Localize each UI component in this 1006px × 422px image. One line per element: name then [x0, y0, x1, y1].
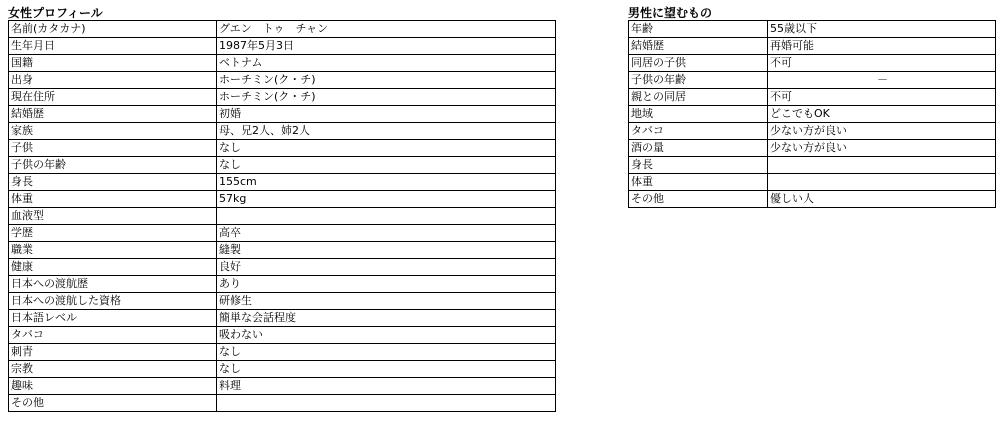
row-label: 結婚歴: [9, 106, 217, 123]
table-row: [629, 140, 996, 157]
row-value: 不可: [768, 55, 996, 72]
table-row: [629, 191, 996, 208]
table-row: [9, 208, 556, 225]
row-value: 不可: [768, 89, 996, 106]
female-profile-section: [8, 6, 556, 412]
row-label: 身長: [629, 157, 768, 174]
female-profile-title: 女性プロフィール: [8, 6, 103, 20]
table-row: [629, 157, 996, 174]
row-value: 料理: [217, 378, 556, 395]
row-label: 職業: [9, 242, 217, 259]
row-label: 日本語レベル: [9, 310, 217, 327]
row-label: 国籍: [9, 55, 217, 72]
row-label: タバコ: [9, 327, 217, 344]
row-value: 高卒: [217, 225, 556, 242]
table-row: [9, 191, 556, 208]
table-row: [9, 293, 556, 310]
row-value: ベトナム: [217, 55, 556, 72]
table-row: [9, 38, 556, 55]
row-value: なし: [217, 361, 556, 378]
row-label: 同居の子供: [629, 55, 768, 72]
row-value: [768, 157, 996, 174]
table-row: [9, 395, 556, 412]
row-value: 少ない方が良い: [768, 140, 996, 157]
row-value: なし: [217, 157, 556, 174]
row-value: なし: [217, 344, 556, 361]
row-value: [217, 208, 556, 225]
row-value: ホーチミン(ク・チ): [217, 72, 556, 89]
male-requirements-section: [628, 6, 996, 208]
female-profile-table: [8, 20, 556, 412]
row-label: 家族: [9, 123, 217, 140]
row-value: 初婚: [217, 106, 556, 123]
row-label: 結婚歴: [629, 38, 768, 55]
row-label: 親との同居: [629, 89, 768, 106]
row-label: 学歴: [9, 225, 217, 242]
row-value: 55歳以下: [768, 21, 996, 38]
row-label: 刺青: [9, 344, 217, 361]
row-value: 再婚可能: [768, 38, 996, 55]
row-label: 身長: [9, 174, 217, 191]
table-row: [9, 259, 556, 276]
table-row: [9, 106, 556, 123]
row-value: 縫製: [217, 242, 556, 259]
row-value: －: [768, 72, 996, 89]
table-row: [629, 21, 996, 38]
table-row: [9, 89, 556, 106]
row-label: 健康: [9, 259, 217, 276]
row-label: 体重: [629, 174, 768, 191]
row-label: タバコ: [629, 123, 768, 140]
table-row: [9, 344, 556, 361]
table-row: [9, 123, 556, 140]
table-row: [9, 361, 556, 378]
row-value: 吸わない: [217, 327, 556, 344]
table-row: [629, 174, 996, 191]
table-row: [9, 327, 556, 344]
row-value: 研修生: [217, 293, 556, 310]
table-row: [9, 378, 556, 395]
row-label: 日本への渡航した資格: [9, 293, 217, 310]
row-label: 宗教: [9, 361, 217, 378]
row-value: [768, 174, 996, 191]
row-value: 少ない方が良い: [768, 123, 996, 140]
row-label: 体重: [9, 191, 217, 208]
row-value: なし: [217, 140, 556, 157]
row-label: 子供: [9, 140, 217, 157]
table-row: [629, 72, 996, 89]
row-value: 57kg: [217, 191, 556, 208]
row-label: 子供の年齢: [629, 72, 768, 89]
row-value: あり: [217, 276, 556, 293]
row-label: 年齢: [629, 21, 768, 38]
table-row: [629, 38, 996, 55]
row-label: 出身: [9, 72, 217, 89]
row-label: 生年月日: [9, 38, 217, 55]
row-value: 1987年5月3日: [217, 38, 556, 55]
row-label: 血液型: [9, 208, 217, 225]
table-row: [9, 72, 556, 89]
row-value: 優しい人: [768, 191, 996, 208]
row-label: 地域: [629, 106, 768, 123]
table-row: [9, 225, 556, 242]
table-row: [9, 310, 556, 327]
table-row: [9, 242, 556, 259]
table-row: [9, 276, 556, 293]
row-value: 母、兄2人、姉2人: [217, 123, 556, 140]
row-value: ホーチミン(ク・チ): [217, 89, 556, 106]
row-label: その他: [9, 395, 217, 412]
row-value: [217, 395, 556, 412]
row-value: 良好: [217, 259, 556, 276]
table-row: [629, 106, 996, 123]
table-row: [9, 21, 556, 38]
row-label: 現在住所: [9, 89, 217, 106]
row-label: 子供の年齢: [9, 157, 217, 174]
row-label: その他: [629, 191, 768, 208]
male-requirements-table: [628, 20, 996, 208]
table-row: [629, 55, 996, 72]
row-value: 155cm: [217, 174, 556, 191]
row-value: グエン トゥ チャン: [217, 21, 556, 38]
table-row: [629, 123, 996, 140]
male-requirements-title: 男性に望むもの: [628, 6, 713, 20]
row-label: 日本への渡航歴: [9, 276, 217, 293]
table-row: [9, 140, 556, 157]
row-label: 酒の量: [629, 140, 768, 157]
table-row: [629, 89, 996, 106]
row-label: 名前(カタカナ): [9, 21, 217, 38]
row-value: 簡単な会話程度: [217, 310, 556, 327]
table-row: [9, 174, 556, 191]
table-row: [9, 157, 556, 174]
row-value: どこでもOK: [768, 106, 996, 123]
row-label: 趣味: [9, 378, 217, 395]
table-row: [9, 55, 556, 72]
